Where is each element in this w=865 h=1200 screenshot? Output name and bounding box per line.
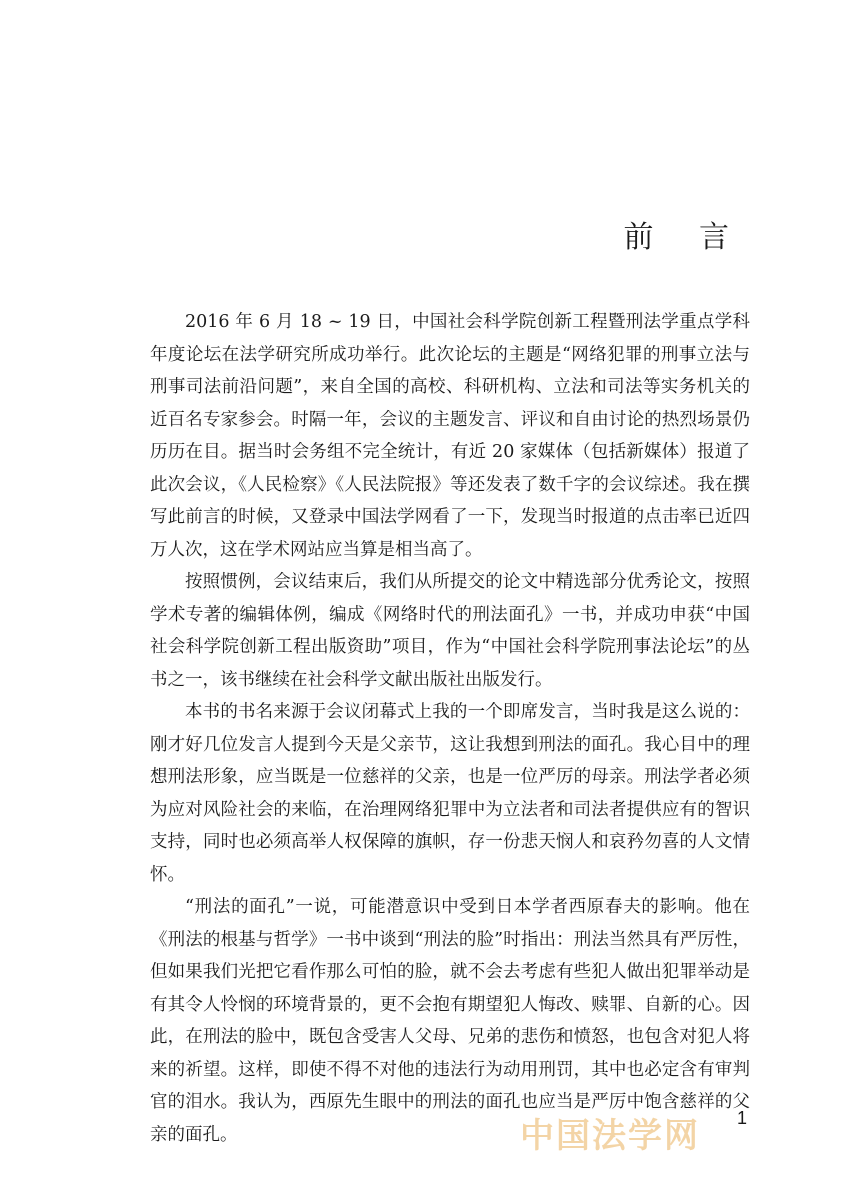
body-text bbox=[150, 306, 750, 1151]
paragraph: 按照惯例，会议结束后，我们从所提交的论文中精选部分优秀论文，按照学术专著的编辑体例，编成《网络时代的刑法面孔》一书，并成功申获“中国社会科学院创新工程出版资助”项目，作为“中国社会科学院刑事法论坛”的丛书之一，该书继续在社会科学文献出版社出版发行。 bbox=[150, 572, 750, 690]
paragraph: 本书的书名来源于会议闭幕式上我的一个即席发言，当时我是这么说的：刚才好几位发言人提到今天是父亲节，这让我想到刑法的面孔。我心目中的理想刑法形象，应当既是一位慈祥的父亲，也是一位严厉的母亲。刑法学者必须为应对风险社会的来临，在治理网络犯罪中为立法者和司法者提供应有的智识支持，同时也必须高举人权保障的旗帜，存一份悲天悯人和哀矜勿喜的人文情怀。 bbox=[150, 702, 750, 885]
paragraph: “刑法的面孔”一说，可能潜意识中受到日本学者西原春夫的影响。他在《刑法的根基与哲学》一书中谈到“刑法的脸”时指出：刑法当然具有严厉性，但如果我们光把它看作那么可怕的脸，就不会去考虑有些犯人做出犯罪举动是有其令人怜悯的环境背景的，更不会抱有期望犯人悔改、赎罪、自新的心。因此，在刑法的脸中，既包含受害人父母、兄弟的悲伤和愤怒，也包含对犯人将来的祈望。这样，即使不得不对他的违法行为动用刑罚，其中也必定含有审判官的泪水。我认为，西原先生眼中的刑法的面孔也应当是严厉中饱含慈祥的父亲的面孔。 bbox=[150, 897, 750, 1145]
page-number: 1 bbox=[736, 1108, 747, 1128]
paragraph: 2016 年 6 月 18 ~ 19 日，中国社会科学院创新工程暨刑法学重点学科年度论坛在法学研究所成功举行。此次论坛的主题是“网络犯罪的刑事立法与刑事司法前沿问题”，来自全国的高校、科研机构、立法和司法等实务机关的近百名专家参会。时隔一年，会议的主题发言、评议和自由讨论的热烈场景仍历历在目。据当时会务组不完全统计，有近 20 家媒体（包括新媒体）报道了此次会议，《人民检察》《人民法院报》等还发表了数千字的会议综述。我在撰写此前言的时候，又登录中国法学网看了一下，发现当时报道的点击率已近四万人次，这在学术网站应当算是相当高了。 bbox=[150, 312, 750, 560]
page-title: 前 言 bbox=[623, 220, 747, 255]
watermark: 中国法学网 bbox=[520, 1116, 700, 1156]
